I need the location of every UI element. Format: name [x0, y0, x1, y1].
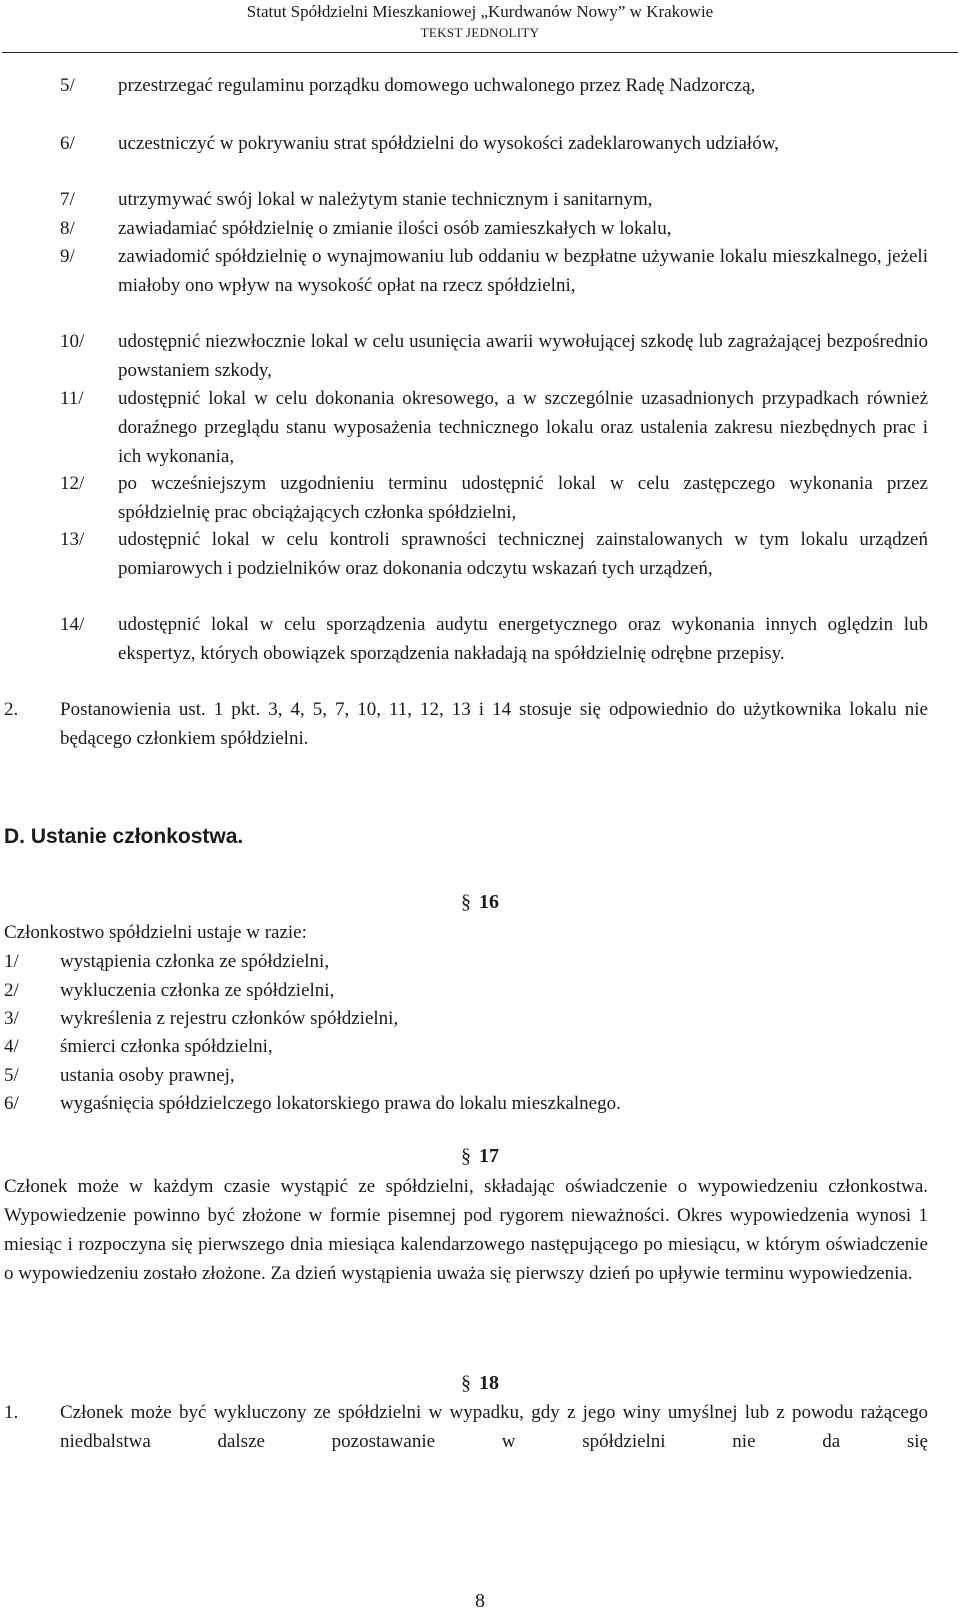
item-number: 7/	[60, 189, 75, 210]
item-number: 5/	[4, 1065, 19, 1086]
point-number: 2.	[4, 699, 19, 720]
section-sign: §	[461, 891, 471, 913]
list-item	[4, 1089, 928, 1118]
item-text: udostępnić lokal w celu dokonania okresowego, a w szczególnie uzasadnionych przypadkach również doraźnego przeglądu stanu wyposażenia technicznego lokalu oraz ustalenia zakresu niezbędnych prac i ich wykonania,	[118, 388, 928, 467]
paragraph-18-point-1	[4, 1398, 928, 1456]
item-text: zawiadamiać spółdzielnię o zmianie ilości osób zamieszkałych w lokalu,	[118, 218, 672, 239]
item-number: 5/	[60, 75, 75, 96]
paragraph-18-heading	[0, 1372, 960, 1395]
item-number: 6/	[60, 133, 75, 154]
section-heading: D. Ustanie członkostwa.	[4, 825, 244, 848]
item-text: uczestniczyć w pokrywaniu strat spółdzielni do wysokości zadeklarowanych udziałów,	[118, 133, 779, 154]
header-title: Statut Spółdzielni Mieszkaniowej „Kurdwanów Nowy” w Krakowie	[246, 2, 714, 21]
item-number: 12/	[60, 473, 85, 494]
item-text: wykreślenia z rejestru członków spółdzielni,	[60, 1008, 399, 1029]
item-number: 9/	[60, 246, 75, 267]
section-sign: §	[461, 1145, 471, 1167]
paragraph-intro	[4, 918, 928, 947]
list-item	[60, 242, 928, 300]
header-subtitle: TEKST JEDNOLITY	[420, 25, 540, 40]
list-item	[4, 1004, 928, 1033]
list-item	[4, 1032, 928, 1061]
document-header	[0, 2, 960, 41]
paragraph-number: 18	[479, 1372, 499, 1394]
item-text: wykluczenia członka ze spółdzielni,	[60, 980, 335, 1001]
item-number: 1/	[4, 951, 19, 972]
item-text: śmierci członka spółdzielni,	[60, 1036, 273, 1057]
point-number: 1.	[4, 1402, 19, 1423]
list-item	[60, 384, 928, 471]
list-item	[60, 214, 928, 243]
list-item	[60, 129, 928, 158]
item-number: 13/	[60, 529, 85, 550]
header-rule	[2, 52, 958, 53]
page-number: 8	[475, 1590, 485, 1612]
paragraph-17-heading	[0, 1145, 960, 1168]
item-text: ustania osoby prawnej,	[60, 1065, 235, 1086]
paragraph-text: Członek może w każdym czasie wystąpić ze spółdzielni, składając oświadczenie o wypowiedzeniu członkostwa. Wypowiedzenie powinno być złożone w formie pisemnej pod rygorem nieważności. Okres wypowiedzenia wynosi 1 miesiąc i rozpoczyna się pierwszego dnia miesiąca kalendarzowego następującego po miesiącu, w którym oświadczenie o wypowiedzeniu zostało złożone. Za dzień wystąpienia uważa się pierwszy dzień po upływie terminu wypowiedzenia.	[4, 1176, 928, 1284]
list-item	[4, 1061, 928, 1090]
list-item	[4, 947, 928, 976]
item-text: wystąpienia członka ze spółdzielni,	[60, 951, 330, 972]
list-item	[60, 71, 928, 100]
point-2	[4, 695, 928, 753]
list-item	[60, 610, 928, 668]
item-number: 2/	[4, 980, 19, 1001]
item-number: 3/	[4, 1008, 19, 1029]
intro-text: Członkostwo spółdzielni ustaje w razie:	[4, 922, 307, 943]
list-item	[60, 327, 928, 385]
item-text: utrzymywać swój lokal w należytym stanie technicznym i sanitarnym,	[118, 189, 653, 210]
item-number: 8/	[60, 218, 75, 239]
list-item	[4, 976, 928, 1005]
item-text: wygaśnięcia spółdzielczego lokatorskiego prawa do lokalu mieszkalnego.	[60, 1093, 621, 1114]
item-text: przestrzegać regulaminu porządku domowego uchwalonego przez Radę Nadzorczą,	[118, 75, 756, 96]
point-text: Członek może być wykluczony ze spółdzielni w wypadku, gdy z jego winy umyślnej lub z powodu rażącego niedbalstwa dalsze pozostawanie w spółdzielni nie da się	[60, 1402, 928, 1452]
paragraph-number: 17	[479, 1145, 499, 1167]
item-number: 14/	[60, 614, 85, 635]
item-text: udostępnić lokal w celu sporządzenia audytu energetycznego oraz wykonania innych oględzin lub ekspertyz, których obowiązek sporządzenia nakładają na spółdzielnię odrębne przepisy.	[118, 614, 928, 664]
item-number: 4/	[4, 1036, 19, 1057]
list-item	[60, 525, 928, 583]
item-number: 6/	[4, 1093, 19, 1114]
item-text: zawiadomić spółdzielnię o wynajmowaniu lub oddaniu w bezpłatne używanie lokalu mieszkalnego, jeżeli miałoby ono wpływ na wysokość opłat na rzecz spółdzielni,	[118, 246, 928, 296]
list-item	[60, 185, 928, 214]
section-sign: §	[461, 1372, 471, 1394]
paragraph-16-heading	[0, 891, 960, 914]
item-text: po wcześniejszym uzgodnieniu terminu udostępnić lokal w celu zastępczego wykonania przez spółdzielnię prac obciążających członka spółdzielni,	[118, 473, 928, 523]
list-item	[60, 469, 928, 527]
paragraph-17-body	[4, 1172, 928, 1288]
item-text: udostępnić niezwłocznie lokal w celu usunięcia awarii wywołującej szkodę lub zagrażającej bezpośrednio powstaniem szkody,	[118, 331, 928, 381]
item-text: udostępnić lokal w celu kontroli sprawności technicznej zainstalowanych w tym lokalu urządzeń pomiarowych i podzielników oraz dokonania odczytu wskazań tych urządzeń,	[118, 529, 928, 579]
item-number: 10/	[60, 331, 85, 352]
item-number: 11/	[60, 388, 84, 409]
paragraph-number: 16	[479, 891, 499, 913]
point-text: Postanowienia ust. 1 pkt. 3, 4, 5, 7, 10, 11, 12, 13 i 14 stosuje się odpowiednio do użytkownika lokalu nie będącego członkiem spółdzielni.	[60, 699, 928, 749]
